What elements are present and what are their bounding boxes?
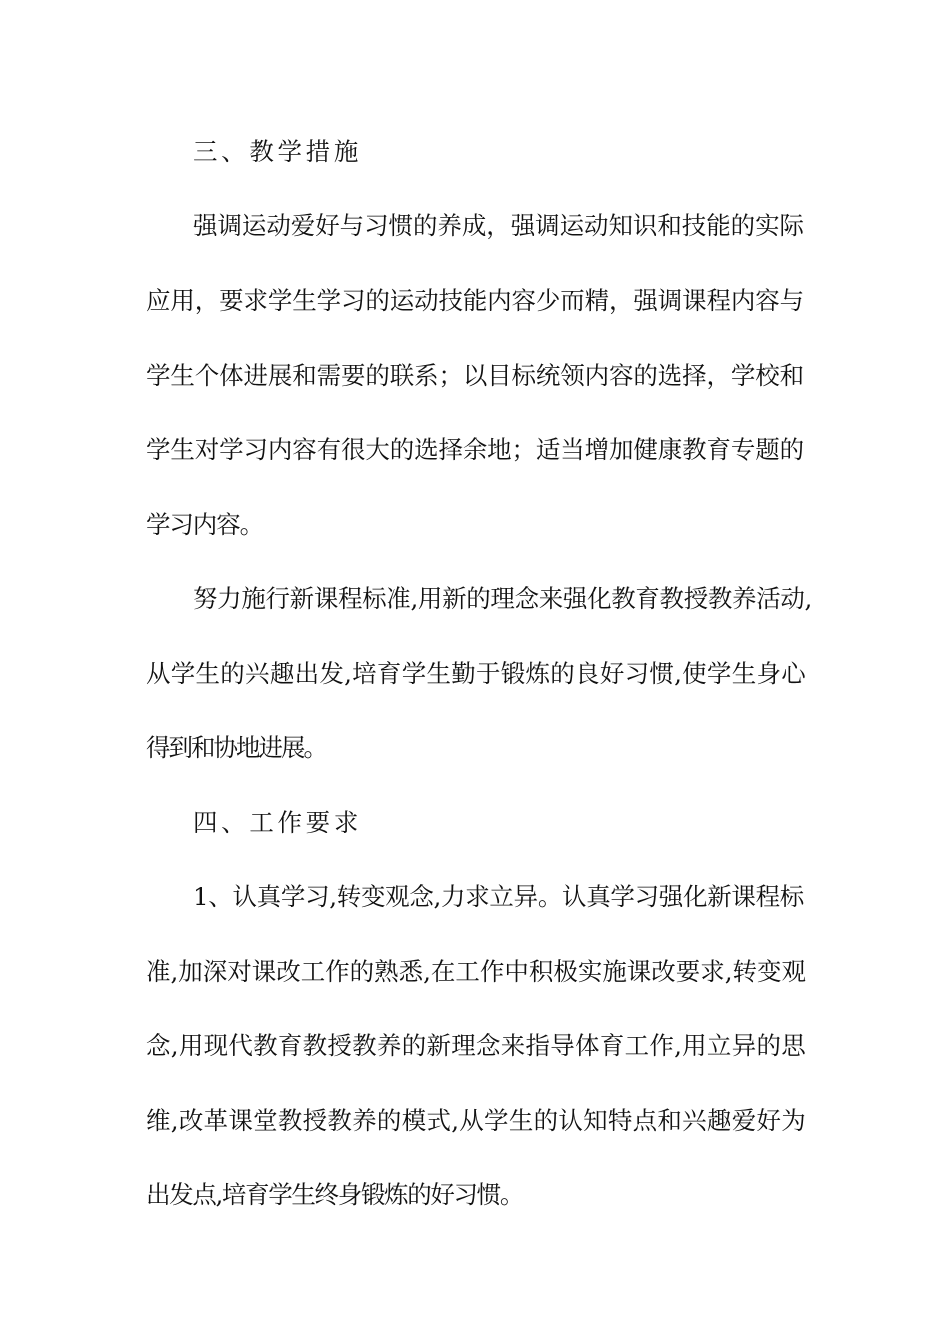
paragraph-line: 强调运动爱好与习惯的养成，强调运动知识和技能的实际 <box>193 211 804 240</box>
paragraph-line: 准,加深对课改工作的熟悉,在工作中积极实施课改要求,转变观 <box>146 957 806 986</box>
paragraph-line: 应用，要求学生学习的运动技能内容少而精，强调课程内容与 <box>146 286 804 315</box>
section-heading-teaching-measures: 三、教学措施 <box>193 137 362 166</box>
section-heading-work-requirements: 四、工作要求 <box>193 808 362 837</box>
paragraph-line: 得到和协地进展。 <box>146 733 326 762</box>
paragraph-line: 念,用现代教育教授教养的新理念来指导体育工作,用立异的思 <box>146 1031 806 1060</box>
paragraph-line: 学习内容。 <box>146 510 263 539</box>
paragraph-line: 努力施行新课程标准,用新的理念来强化教育教授教养活动, <box>193 584 812 613</box>
paragraph-line: 从学生的兴趣出发,培育学生勤于锻炼的良好习惯,使学生身心 <box>146 659 806 688</box>
paragraph-line: 学生个体进展和需要的联系；以目标统领内容的选择，学校和 <box>146 361 804 390</box>
paragraph-line: 学生对学习内容有很大的选择余地；适当增加健康教育专题的 <box>146 435 804 464</box>
paragraph-line: 1、认真学习,转变观念,力求立异。认真学习强化新课程标 <box>193 882 804 911</box>
paragraph-line: 维,改革课堂教授教养的模式,从学生的认知特点和兴趣爱好为 <box>146 1106 806 1135</box>
paragraph-line: 出发点,培育学生终身锻炼的好习惯。 <box>146 1180 523 1209</box>
